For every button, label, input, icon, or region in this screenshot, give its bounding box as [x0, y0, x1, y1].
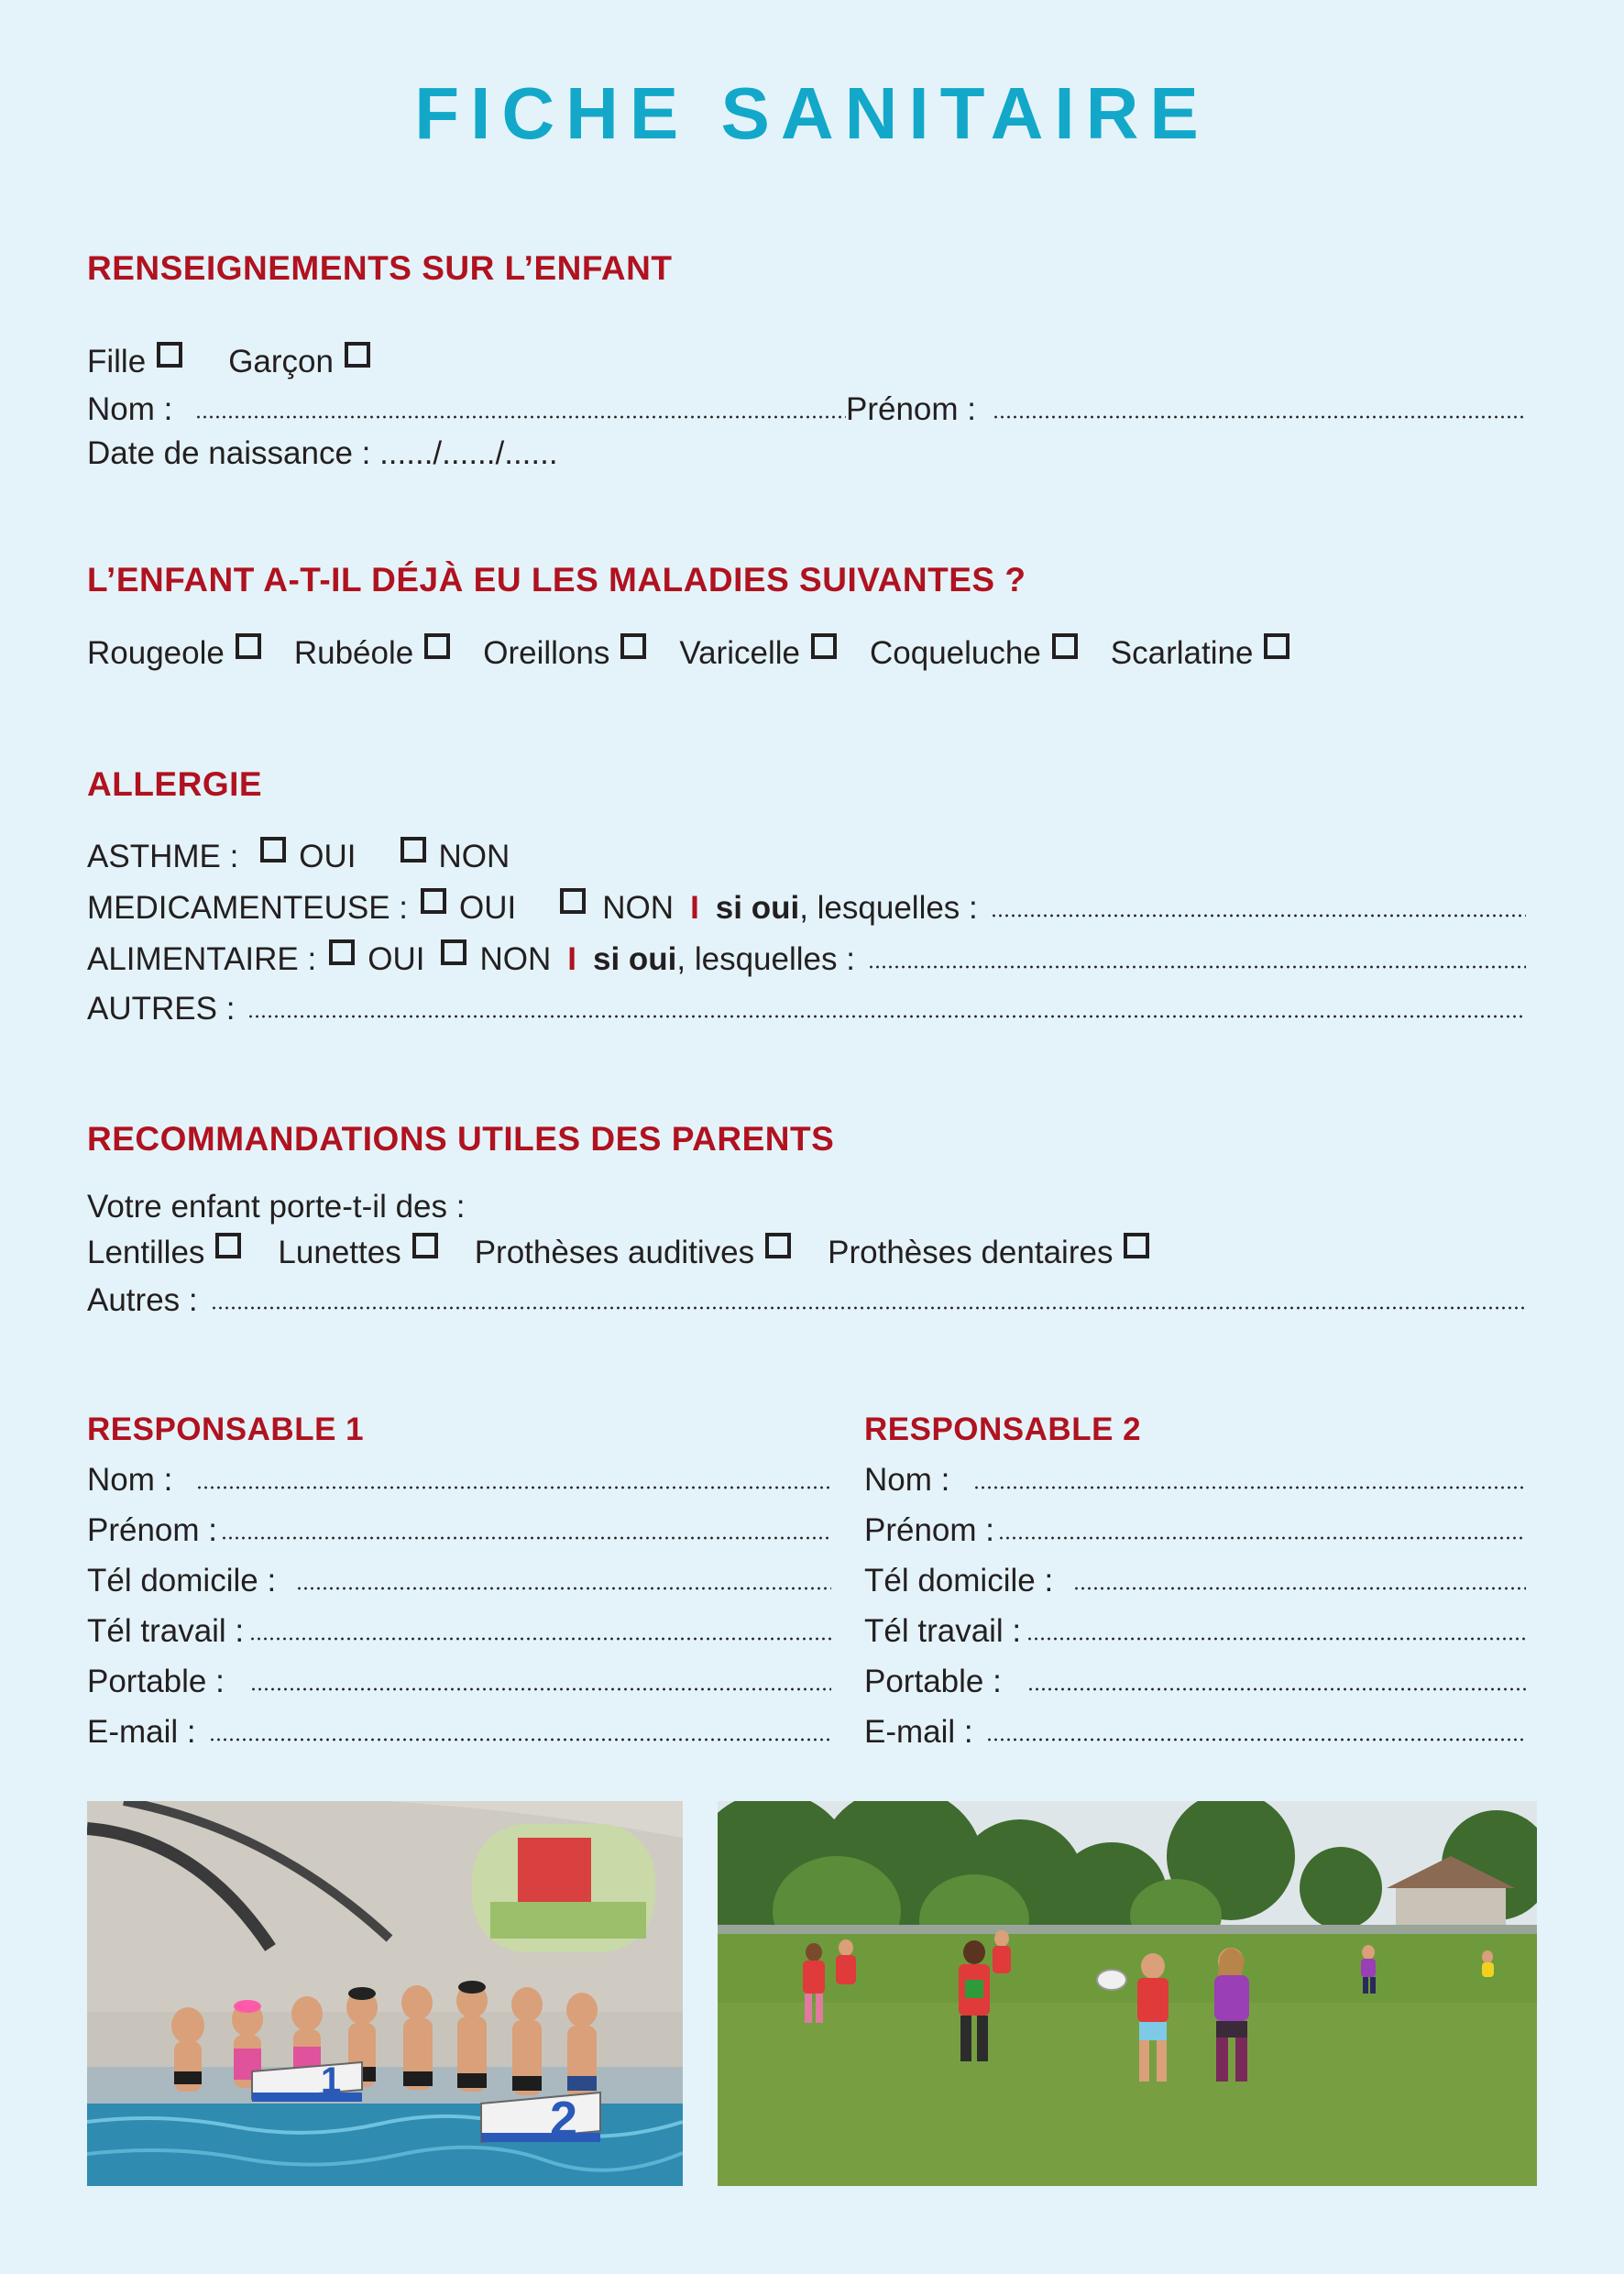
prenom-field[interactable] [993, 415, 1526, 419]
oui-label: OUI [459, 890, 517, 926]
rougeole-checkbox[interactable] [236, 633, 261, 659]
fille-label: Fille [87, 344, 147, 379]
resp1-teltravail-row [87, 1609, 831, 1654]
resp1-prenom-row [87, 1508, 831, 1554]
non-label: NON [602, 890, 675, 926]
autres-label: Autres : [87, 1282, 198, 1318]
oui-label: OUI [368, 941, 425, 977]
varicelle-checkbox[interactable] [811, 633, 837, 659]
prenom-label: Prénom : [846, 391, 976, 427]
asthme-non-checkbox[interactable] [401, 837, 426, 862]
responsable-1-title: RESPONSABLE 1 [87, 1412, 365, 1447]
resp2-teldom-row [864, 1558, 1526, 1604]
autres-devices-field[interactable] [211, 1306, 1526, 1310]
field-label: Prénom : [87, 1512, 217, 1548]
field-photo-illustration [718, 1801, 1537, 2186]
nom-label: Nom : [87, 391, 173, 427]
resp1-teldom-field[interactable] [296, 1587, 831, 1590]
garcon-checkbox[interactable] [345, 342, 370, 368]
starting-block-2-number: 2 [550, 2092, 578, 2147]
resp1-portable-field[interactable] [250, 1687, 831, 1691]
alim-oui-checkbox[interactable] [329, 939, 355, 965]
birthdate-row [87, 431, 1004, 477]
alimentaire-label: ALIMENTAIRE : [87, 941, 317, 977]
field-label: Nom : [864, 1462, 950, 1498]
alimentaire-row [87, 937, 1526, 983]
protheses-dentaires-checkbox[interactable] [1124, 1233, 1149, 1258]
resp2-prenom-row [864, 1508, 1526, 1554]
question-label: Votre enfant porte-t-il des : [87, 1189, 466, 1225]
medic-oui-checkbox[interactable] [421, 888, 446, 914]
separator: I [690, 890, 699, 926]
scarlatine-checkbox[interactable] [1264, 633, 1289, 659]
device-label: Lentilles [87, 1235, 205, 1270]
resp2-portable-row [864, 1659, 1526, 1705]
field-photo [718, 1801, 1537, 2186]
field-label: Nom : [87, 1462, 173, 1498]
asthme-row [87, 834, 1004, 880]
resp2-teltravail-row [864, 1609, 1526, 1654]
section-allergy-title: ALLERGIE [87, 765, 263, 803]
resp2-nom-row [864, 1457, 1526, 1503]
asthme-oui-checkbox[interactable] [260, 837, 286, 862]
field-label: Tél domicile : [87, 1563, 277, 1598]
question-row [87, 1184, 1004, 1230]
lentilles-checkbox[interactable] [215, 1233, 241, 1258]
disease-label: Rubéole [293, 635, 414, 671]
field-label: Tél travail : [87, 1613, 245, 1649]
resp2-portable-field[interactable] [1027, 1687, 1526, 1691]
resp1-nom-field[interactable] [196, 1486, 831, 1489]
resp2-teltravail-field[interactable] [1026, 1637, 1526, 1641]
si-oui-label: si oui [715, 890, 800, 926]
devices-row [87, 1230, 1526, 1276]
disease-label: Rougeole [87, 635, 225, 671]
gender-row [87, 339, 1526, 385]
section-child-info-title: RENSEIGNEMENTS SUR L’ENFANT [87, 249, 673, 287]
disease-label: Oreillons [483, 635, 610, 671]
alim-non-checkbox[interactable] [441, 939, 466, 965]
resp1-portable-row [87, 1659, 831, 1705]
medic-details-field[interactable] [991, 914, 1526, 917]
resp2-nom-field[interactable] [973, 1486, 1526, 1489]
alim-details-field[interactable] [868, 965, 1526, 969]
garcon-label: Garçon [228, 344, 334, 379]
non-label: NON [438, 839, 510, 874]
medicamenteuse-label: MEDICAMENTEUSE : [87, 890, 409, 926]
resp1-teldom-row [87, 1558, 831, 1604]
resp2-email-row [864, 1709, 1526, 1755]
field-label: E-mail : [87, 1714, 196, 1750]
field-label: Tél travail : [864, 1613, 1022, 1649]
name-row [87, 387, 1526, 433]
diseases-row [87, 631, 1553, 676]
disease-label: Varicelle [679, 635, 800, 671]
device-label: Prothèses dentaires [828, 1235, 1114, 1270]
protheses-auditives-checkbox[interactable] [765, 1233, 791, 1258]
coqueluche-checkbox[interactable] [1052, 633, 1078, 659]
lunettes-checkbox[interactable] [412, 1233, 438, 1258]
resp2-email-field[interactable] [986, 1738, 1526, 1741]
oreillons-checkbox[interactable] [620, 633, 646, 659]
autres-allergie-row [87, 986, 1526, 1032]
resp1-email-row [87, 1709, 831, 1755]
disease-label: Scarlatine [1110, 635, 1254, 671]
medic-non-checkbox[interactable] [560, 888, 586, 914]
responsable-2-title: RESPONSABLE 2 [864, 1412, 1142, 1447]
section-diseases-title: L’ENFANT A-T-IL DÉJÀ EU LES MALADIES SUIVANTES ? [87, 561, 1026, 599]
lesquelles-label: , lesquelles : [799, 890, 978, 926]
field-label: Portable : [864, 1664, 1002, 1699]
oui-label: OUI [299, 839, 357, 874]
resp1-email-field[interactable] [209, 1738, 831, 1741]
lesquelles-label: , lesquelles : [676, 941, 855, 977]
resp2-prenom-field[interactable] [998, 1536, 1526, 1540]
non-label: NON [479, 941, 552, 977]
autres-devices-row [87, 1278, 1526, 1324]
resp1-nom-row [87, 1457, 831, 1503]
field-label: Tél domicile : [864, 1563, 1054, 1598]
section-recommendations-title: RECOMMANDATIONS UTILES DES PARENTS [87, 1120, 835, 1158]
si-oui-label: si oui [592, 941, 677, 977]
nom-field[interactable] [195, 415, 846, 419]
resp2-teldom-field[interactable] [1073, 1587, 1526, 1590]
device-label: Prothèses auditives [474, 1235, 755, 1270]
resp1-prenom-field[interactable] [221, 1536, 831, 1540]
rubeole-checkbox[interactable] [424, 633, 450, 659]
starting-block-1-number: 1 [321, 2060, 342, 2101]
device-label: Lunettes [278, 1235, 401, 1270]
field-label: E-mail : [864, 1714, 973, 1750]
medicamenteuse-row [87, 885, 1526, 931]
autres-allergie-field[interactable] [247, 1015, 1526, 1018]
separator: I [567, 941, 576, 977]
disease-label: Coqueluche [869, 635, 1041, 671]
pool-photo-illustration [87, 1801, 683, 2186]
fille-checkbox[interactable] [157, 342, 182, 368]
field-label: Prénom : [864, 1512, 994, 1548]
asthme-label: ASTHME : [87, 839, 239, 874]
field-label: Portable : [87, 1664, 225, 1699]
pool-photo [87, 1801, 683, 2186]
birthdate-label[interactable]: Date de naissance : ....../....../...... [87, 435, 558, 471]
autres-label: AUTRES : [87, 991, 236, 1027]
resp1-teltravail-field[interactable] [249, 1637, 831, 1641]
page-title: FICHE SANITAIRE [414, 72, 1210, 154]
